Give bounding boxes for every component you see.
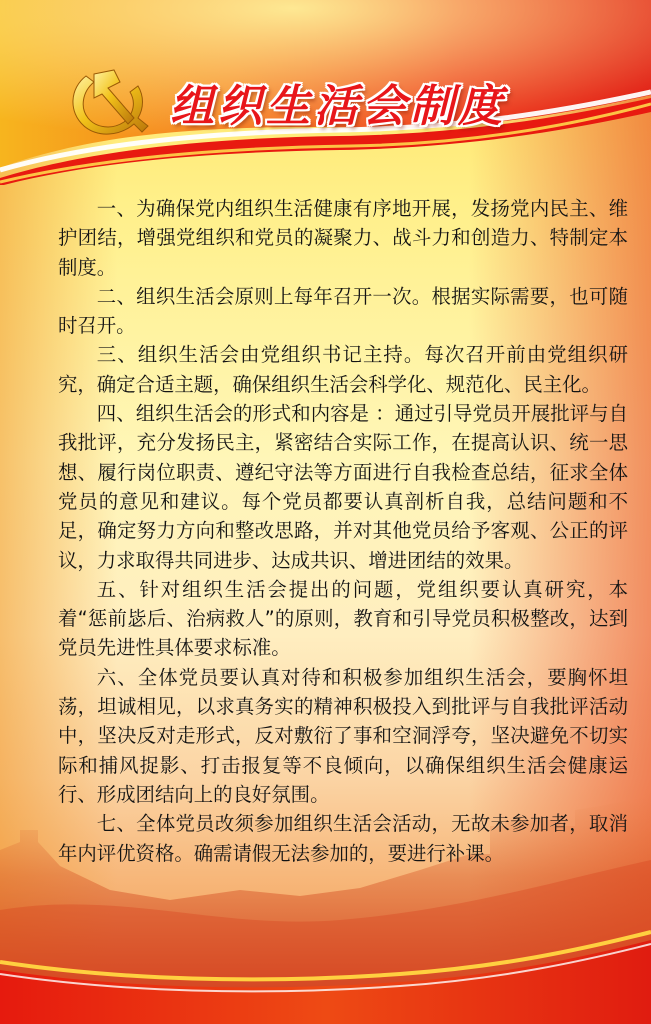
regulation-article-2: 二、组织生活会原则上每年召开一次。根据实际需要，也可随时召开。 — [58, 284, 628, 338]
bottom-decorative-band — [0, 930, 651, 1024]
regulation-article-5: 五、针对组织生活会提出的问题，党组织要认真研究，本着“惩前毖后、治病救人”的原则，教育和引导党员积极整改，达到党员先进性具体要求标准。 — [58, 577, 628, 660]
page-title — [170, 70, 600, 134]
regulation-article-3: 三、组织生活会由党组织书记主持。每次召开前由党组织研究，确定合适主题，确保组织生活会科学化、规范化、民主化。 — [58, 343, 628, 396]
regulation-content — [58, 194, 628, 868]
regulation-article-4: 四、组织生活会的形式和内容是 ：通过引导党员开展批评与自我批评，充分发扬民主，紧密结合实际工作，在提高认识、统一思想、履行岗位职责、遵纪守法等方面进行自我检查总结，征求全体党员的意见和建议。每个党员都要认真剖析自我，总结问题和不足，确定努力方向和整改思路，并对其他党员给予客观、公正的评议，力求取得共同进步、达成共识、增进团结的效果。 — [58, 402, 628, 572]
hammer-and-sickle-icon — [64, 66, 150, 140]
title-text: 组织生活会制度 — [170, 81, 506, 132]
regulation-article-1: 一、为确保党内组织生活健康有序地开展，发扬党内民主、维护团结，增强党组织和党员的凝聚力、战斗力和创造力、特制定本制度。 — [58, 197, 628, 279]
regulation-article-6: 六、全体党员要认真对待和积极参加组织生活会，要胸怀坦荡，坦诚相见，以求真务实的精神积极投入到批评与自我批评活动中，坚决反对走形式，反对敷衍了事和空洞浮夸，坚决避免不切实际和捕风捉影、打击报复等不良倾向，以确保组织生活会健康运行、形成团结向上的良好氛围。 — [58, 665, 628, 806]
regulation-article-7: 七、全体党员改须参加组织生活会活动，无故未参加者，取消年内评优资格。确需请假无法参加的，要进行补课。 — [58, 812, 628, 865]
